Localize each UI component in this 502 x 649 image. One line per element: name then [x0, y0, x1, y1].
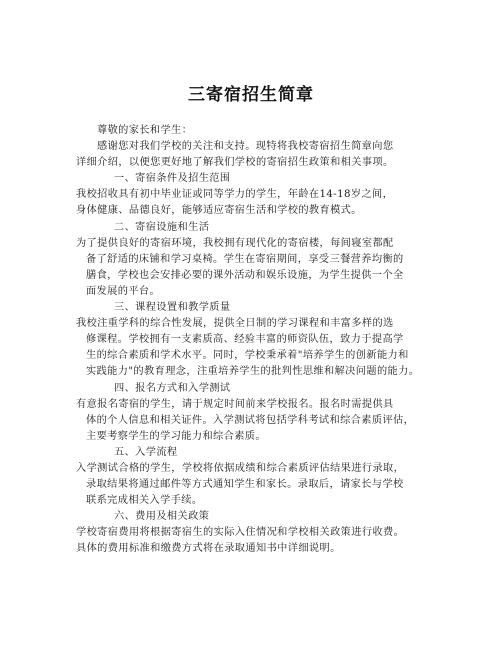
body-line: 五、入学流程 [114, 446, 178, 458]
document-body [76, 123, 436, 558]
body-line: 主要考察学生的学习能力和综合素质。 [86, 430, 266, 442]
body-line: 入学测试合格的学生，学校将依据成绩和综合素质评估结果进行录取， [76, 462, 405, 474]
body-line: 四、报名方式和入学测试 [114, 382, 231, 394]
body-line: 体的个人信息和相关证件。入学测试将包括学科考试和综合素质评估， [86, 414, 415, 426]
body-line: 尊敬的家长和学生： [97, 125, 193, 136]
body-line: 我校注重学科的综合性发展，提供全日制的学习课程和丰富多样的选 [76, 318, 394, 330]
body-line: 二、寄宿设施和生活 [114, 221, 210, 233]
body-line: 感谢您对我们学校的关注和支持。现特将我校寄宿招生简章向您 [97, 141, 394, 153]
body-line: 面发展的平台。 [86, 285, 161, 297]
body-line: 备了舒适的床铺和学习桌椅。学生在寄宿期间，享受三餐营养均衡的 [86, 253, 404, 265]
body-line: 修课程。学校拥有一支素质高、经验丰富的师资队伍，致力于提高学 [86, 334, 404, 346]
body-line: 生的综合素质和学术水平。同时，学校秉承着"培养学生的创新能力和 [86, 350, 409, 362]
body-line: 我校招收具有初中毕业证或同等学力的学生，年龄在14-18岁之间， [76, 189, 394, 201]
body-line: 详细介绍，以便您更好地了解我们学校的寄宿招生政策和相关事项。 [76, 157, 394, 169]
body-line: 身体健康、品德良好，能够适应寄宿生活和学校的教育模式。 [76, 205, 362, 217]
body-line: 学校寄宿费用将根据寄宿生的实际入住情况和学校相关政策进行收费。 [76, 527, 405, 539]
body-line: 三、课程设置和教学质量 [114, 302, 231, 314]
document-title: 三寄宿招生简章 [188, 85, 314, 105]
body-line: 联系完成相关入学手续。 [86, 495, 203, 507]
body-line: 实践能力"的教育理念，注重培养学生的批判性思维和解决问题的能力。 [86, 366, 420, 378]
body-line: 为了提供良好的寄宿环境，我校拥有现代化的寄宿楼，每间寝室都配 [76, 237, 394, 249]
body-line: 有意报名寄宿的学生，请于规定时间前来学校报名。报名时需提供具 [76, 398, 394, 410]
body-line: 膳食，学校也会安排必要的课外活动和娱乐设施，为学生提供一个全 [86, 269, 404, 281]
body-line: 具体的费用标准和缴费方式将在录取通知书中详细说明。 [76, 543, 341, 555]
body-line: 录取结果将通过邮件等方式通知学生和家长。录取后，请家长与学校 [86, 479, 404, 491]
body-line: 一、寄宿条件及招生范围 [114, 173, 231, 185]
body-line: 六、费用及相关政策 [114, 511, 210, 523]
